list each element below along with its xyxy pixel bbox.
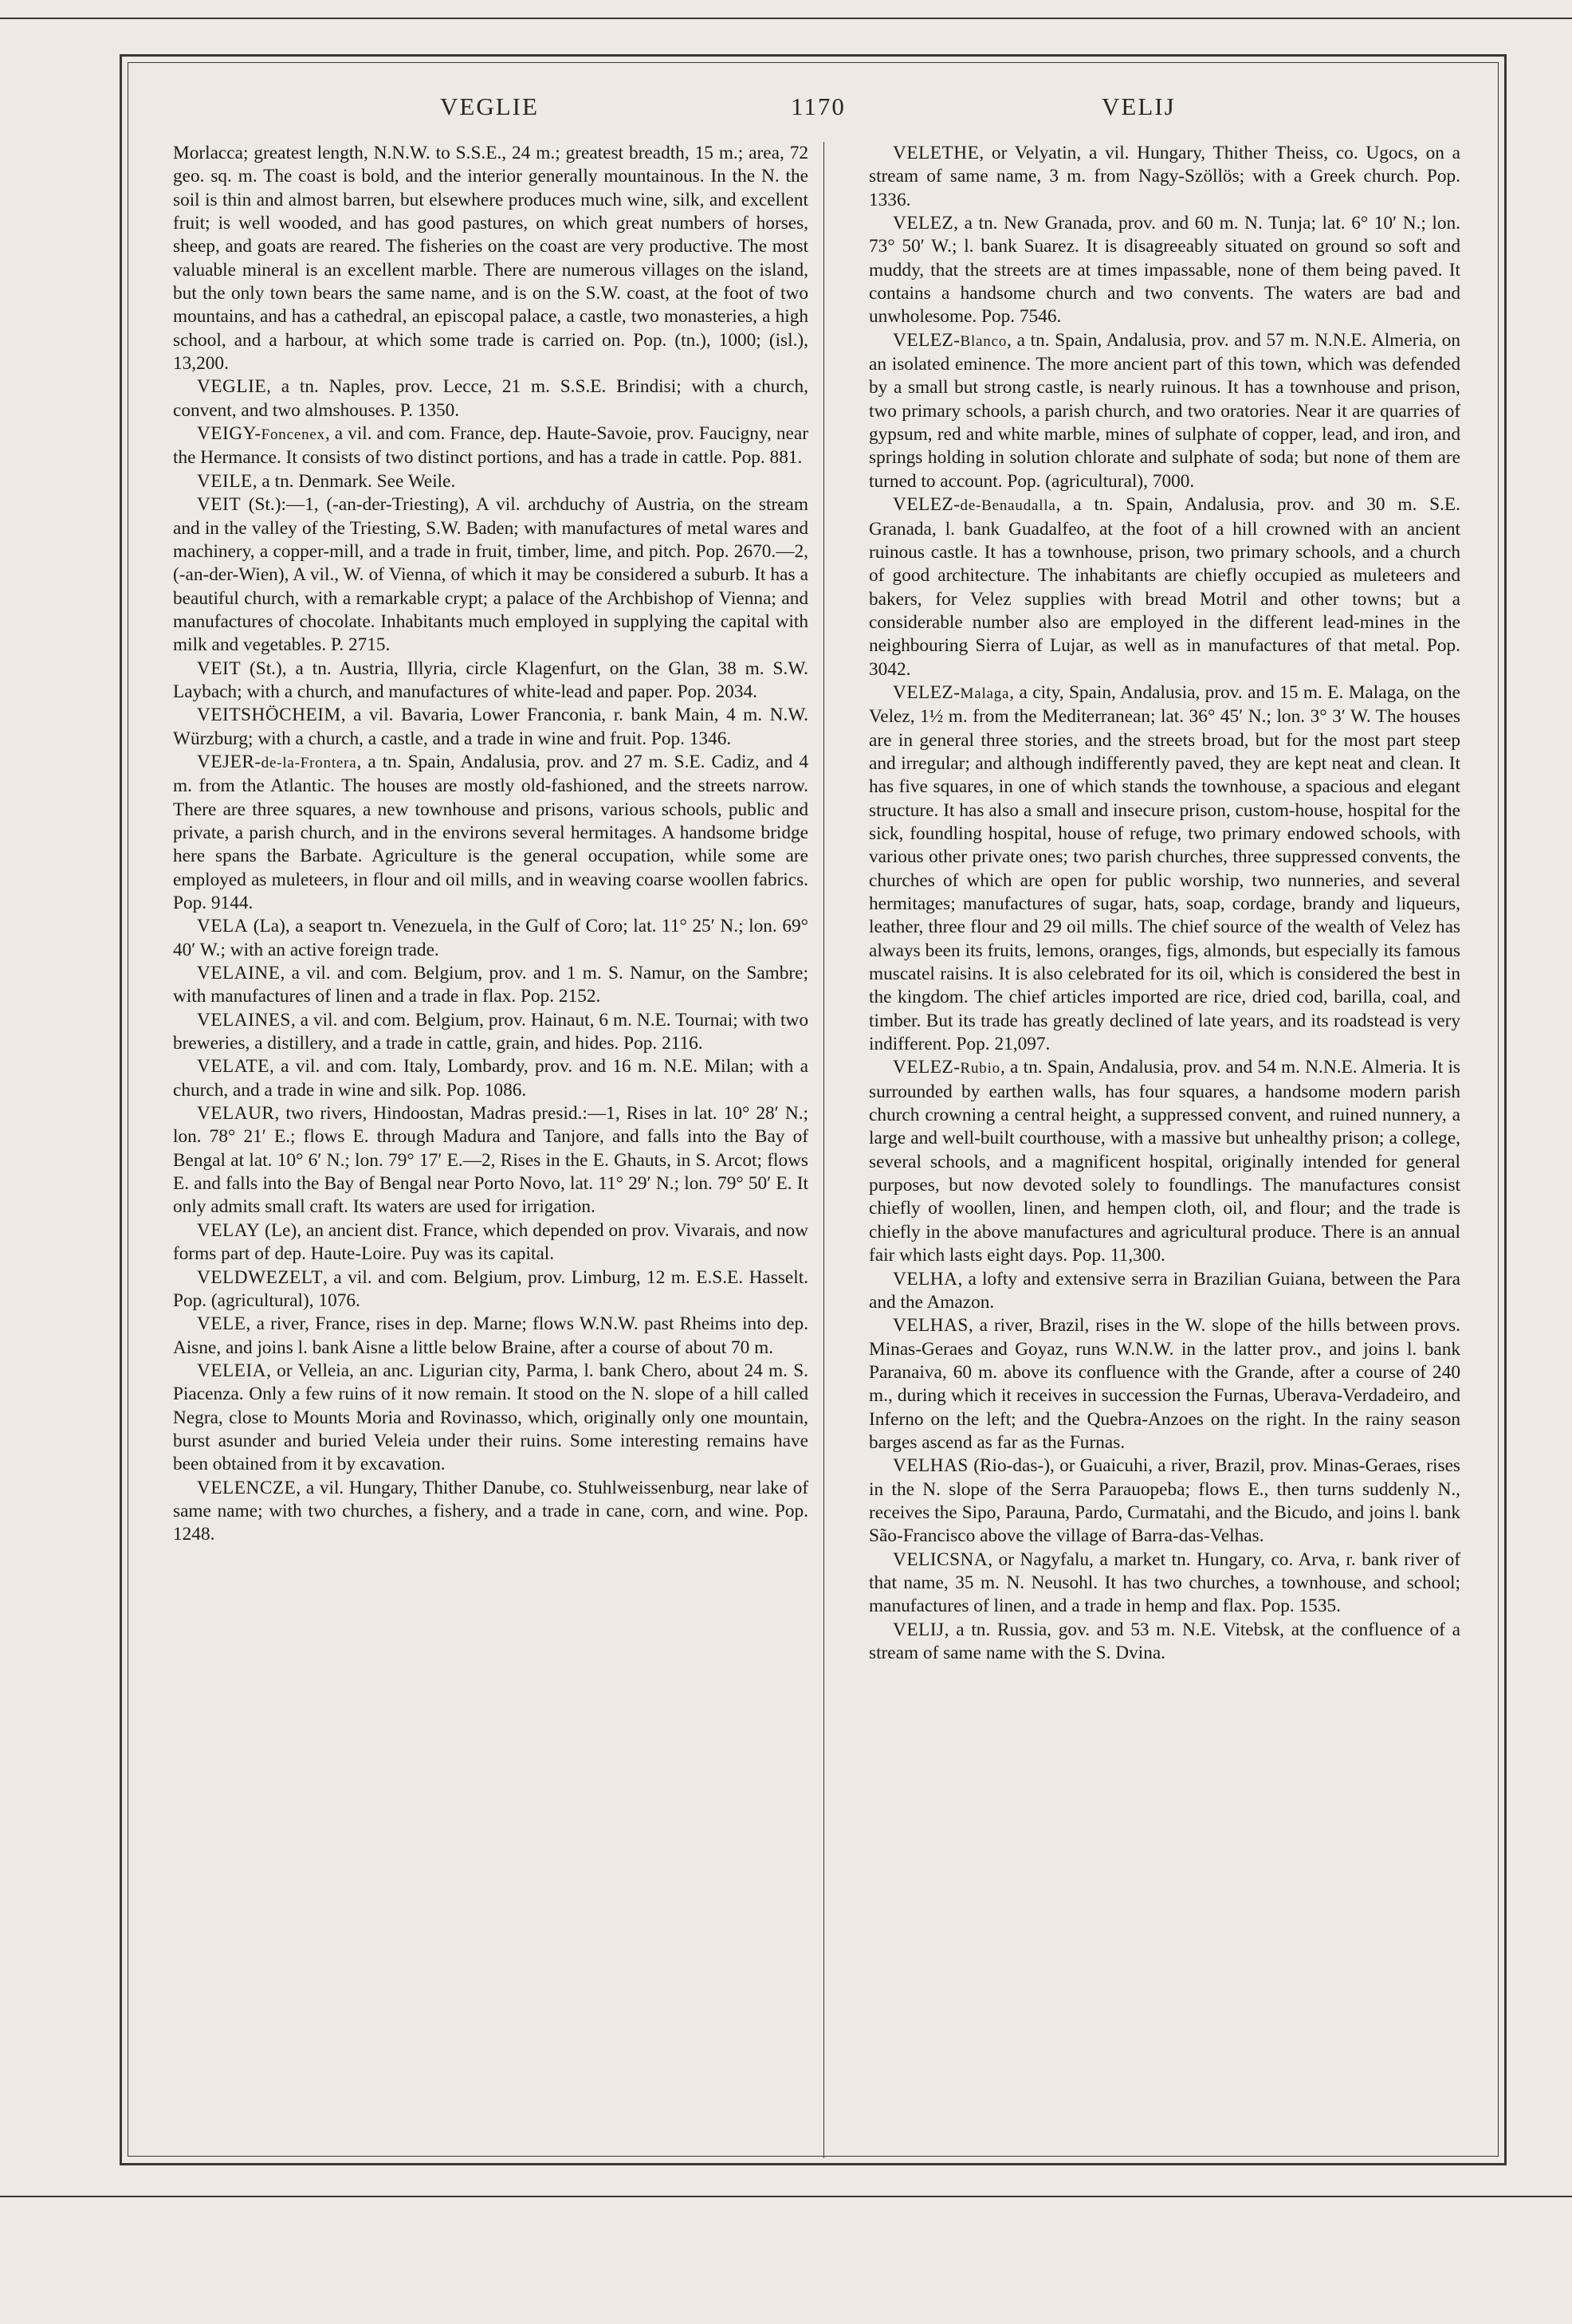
entry-text: , a city, Spain, Andalusia, prov. and 15 m. E. Malaga, on the Velez, 1½ m. from the Mediterranean; lat. 36° 45′ N.; lon. 3° 3′ W. The houses are in general three stories, and the streets broad, but for the most part steep and irregular; and although indifferently paved, they are kept neat and clean. It has five squares, in one of which stands the townhouse, a spacious and elegant structure. It has also a small and insecure prison, custom-house, hospital for the sick, foundling hospital, house of refuge, two primary endowed schools, with various other private ones; two parish churches, three suppressed convents, the churches of which are open for public worship, two nunneries, and several hermitages; manufactures of sugar, hats, soap, cordage, brandy and liqueurs, leather, three flour and 29 oil mills. The chief source of the wealth of Velez has always been its fruits, lemons, oranges, figs, almonds, but especially its famous muscatel raisins. It is also celebrated for its oil, which is considered the best in the kingdom. The chief articles imported are rice, dried cod, barilla, coal, and timber. But its trade has greatly declined of late years, and its roadstead is very indifferent. Pop. 21,097.	[869, 681, 1460, 1055]
entry-text: , a vil. Hungary, Thither Danube, co. Stuhlweissenburg, near lake of same name; with two churches, a fishery, and a trade in cane, corn, and wine. Pop. 1248.	[173, 1477, 808, 1545]
entry-text: , a tn. Spain, Andalusia, prov. and 27 m. S.E. Cadiz, and 4 m. from the Atlantic. The houses are mostly old-fashioned, and the streets narrow. There are three squares, a new townhouse and prisons, various schools, public and private, a parish church, and in the environs several hermitages. A handsome bridge here spans the Barbate. Agriculture is the general occupation, while some are employed as muleteers, in flour and oil mills, and in weaving coarse woollen fabrics. Pop. 9144.	[173, 751, 808, 913]
entry-headword: VELETHE	[893, 143, 980, 163]
entry-text: , a tn. Spain, Andalusia, prov. and 30 m. S.E. Granada, l. bank Guadalfeo, at the foot of a hill crowned with an ancient ruinous castle. It has a townhouse, prison, two primary schools, and a church of good architecture. The inhabitants are chiefly occupied as muleteers and bakers, for Velez supplies with bread Motril and other towns; but a considerable number also are employed in the different lead-mines in the neighbouring Sierra of Lujar, as well as in manufactures of that metal. Pop. 3042.	[869, 494, 1460, 680]
entry-text: , or Velyatin, a vil. Hungary, Thither Theiss, co. Ugocs, on a stream of same name, 3 m. from Nagy-Szöllös; with a Greek church. Pop. 1336.	[869, 143, 1460, 210]
dictionary-entry	[173, 1313, 808, 1360]
dictionary-entry	[173, 375, 808, 422]
entry-headword: VELIJ	[893, 1619, 945, 1640]
dictionary-entry	[173, 962, 808, 1009]
column-divider	[823, 142, 824, 2158]
frame-bottom-inner	[128, 2156, 1499, 2157]
entry-headword: VELA	[197, 916, 249, 937]
entry-text: , a vil. and com. France, dep. Haute-Savoie, prov. Faucigny, near the Hermance. It consists of two distinct portions, and has a trade in cattle. Pop. 881.	[173, 423, 808, 469]
entry-headword: VEIT	[197, 658, 242, 679]
dictionary-entry	[869, 1268, 1460, 1315]
entry-headword: VELAUR	[197, 1103, 275, 1125]
running-head-left: VEGLIE	[440, 92, 539, 120]
dictionary-entry	[173, 470, 808, 493]
entry-text: (St.):—1, (-an-der-Triesting), A vil. archduchy of Austria, on the stream and in the valley of the Triesting, S.W. Baden; with manufactures of metal wares and machinery, a copper-mill, and a trade in fruit, timber, lime, and pitch. Pop. 2670.—2, (-an-der-Wien), A vil., W. of Vienna, of which it may be considered a suburb. It has a beautiful church, with a remarkable crypt; a palace of the Archbishop of Vienna; and manufactures of chocolate. Inhabitants much employed in supplying the capital with milk and vegetables. P. 2715.	[173, 494, 808, 656]
entry-headword-qualifier: Foncenex	[261, 426, 325, 444]
dictionary-entry	[869, 1454, 1460, 1548]
dictionary-entry	[173, 1219, 808, 1266]
dictionary-entry	[173, 493, 808, 657]
entry-text: , a vil. and com. Italy, Lombardy, prov. and 16 m. N.E. Milan; with a church, and a trade in wine and silk. Pop. 1086.	[173, 1056, 808, 1101]
entry-headword: VELEZ-	[893, 1057, 961, 1078]
dictionary-entry	[173, 1102, 808, 1219]
top-rule	[0, 18, 1572, 19]
entry-headword: VEIGY-	[197, 423, 261, 445]
bottom-rule	[0, 2196, 1572, 2197]
entry-text: (La), a seaport tn. Venezuela, in the Gulf of Coro; lat. 11° 25′ N.; lon. 69° 40′ W.; with an active foreign trade.	[173, 916, 808, 960]
frame-left-outer	[120, 54, 122, 2165]
entry-headword: VELENCZE	[197, 1477, 297, 1498]
dictionary-entry	[869, 329, 1460, 493]
dictionary-entry	[869, 1619, 1460, 1666]
entry-headword: VELAINES	[197, 1009, 291, 1030]
entry-headword-qualifier: Rubio	[960, 1060, 1000, 1078]
right-column	[869, 142, 1460, 1665]
dictionary-entry	[173, 1360, 808, 1477]
dictionary-entry	[173, 658, 808, 705]
dictionary-entry	[173, 422, 808, 470]
running-head-right: VELIJ	[1102, 92, 1176, 120]
dictionary-entry	[173, 751, 808, 915]
frame-top-inner	[128, 62, 1499, 63]
entry-text: , a river, France, rises in dep. Marne; flows W.N.W. past Rheims into dep. Aisne, and joins l. bank Aisne a little below Braine, after a course of about 70 m.	[173, 1313, 808, 1358]
entry-text: , two rivers, Hindoostan, Madras presid.:—1, Rises in lat. 10° 28′ N.; lon. 78° 21′ E.; flows E. through Madura and Tanjore, and falls into the Bay of Bengal at lat. 10° 6′ N.; lon. 79° 17′ E.—2, Rises in the E. Ghauts, in S. Arcot; flows E. and falls into the Bay of Bengal near Porto Novo, lat. 11° 29′ N.; lon. 79° 50′ E. It only admits small craft. Its waters are used for irrigation.	[173, 1103, 808, 1218]
frame-right-outer	[1504, 54, 1507, 2165]
entry-headword: VEJER-	[197, 751, 261, 772]
entry-headword: VELEZ	[893, 213, 954, 234]
dictionary-entry	[869, 1056, 1460, 1267]
page-number: 1170	[791, 92, 846, 120]
dictionary-entry	[173, 915, 808, 962]
entry-headword: VEILE	[197, 470, 253, 492]
entry-headword-qualifier: Malaga	[960, 685, 1010, 702]
entry-text: , or Nagyfalu, a market tn. Hungary, co. Arva, r. bank river of that name, 35 m. N. Neusohl. It has two churches, a townhouse, and school; manufactures of linen, and a trade in hemp and flax. Pop. 1535.	[869, 1549, 1460, 1617]
entry-text: (Rio-das-), or Guaicuhi, a river, Brazil, prov. Minas-Geraes, rises in the N. slope of the Serra Parauopeba; flows E., then turns suddenly N., receives the Sipo, Parauna, Pardo, Curmatahi, and the Bicudo, and joins l. bank São-Francisco above the village of Barra-das-Velhas.	[869, 1455, 1460, 1547]
dictionary-entry	[173, 1266, 808, 1313]
entry-headword: VELHA	[893, 1268, 958, 1290]
entry-text: , a tn. Denmark. See Weile.	[252, 470, 456, 492]
entry-text: , a tn. New Granada, prov. and 60 m. N. Tunja; lat. 6° 10′ N.; lon. 73° 50′ W.; l. bank Suarez. It is disagreeably situated on ground so soft and muddy, that the streets are at times impassable, none of them being paved. It contains a handsome church and two convents. The waters are bad and unwholesome. Pop. 7546.	[869, 213, 1460, 328]
entry-headword: VELEZ-	[893, 494, 961, 516]
dictionary-entry	[869, 142, 1460, 212]
frame-right-inner	[1498, 62, 1499, 2157]
entry-headword: VELHAS	[893, 1315, 969, 1337]
entry-headword: VELHAS	[893, 1455, 969, 1477]
entry-headword: VELICSNA	[893, 1549, 988, 1570]
dictionary-entry	[173, 1477, 808, 1547]
dictionary-entry	[869, 212, 1460, 329]
entry-text: , a vil. Bavaria, Lower Franconia, r. bank Main, 4 m. N.W. Würzburg; with a church, a castle, and a trade in wine and fruit. Pop. 1346.	[173, 705, 808, 749]
dictionary-entry	[869, 681, 1460, 1057]
entry-text: (St.), a tn. Austria, Illyria, circle Klagenfurt, on the Glan, 38 m. S.W. Laybach; with a church, and manufactures of white-lead and paper. Pop. 2034.	[173, 658, 808, 702]
entry-headword: VEITSHÖCHEIM	[197, 705, 341, 726]
dictionary-entry	[869, 1314, 1460, 1454]
dictionary-entry	[173, 704, 808, 751]
entry-text: , a vil. and com. Belgium, prov. Hainaut, 6 m. N.E. Tournai; with two breweries, a distillery, and a trade in cattle, grain, and hides. Pop. 2116.	[173, 1009, 808, 1054]
entry-text: , or Velleia, an anc. Ligurian city, Parma, l. bank Chero, about 24 m. S. Piacenza. Only a few ruins of it now remain. It stood on the N. slope of a hill called Negra, close to Mounts Moria and Rovinasso, which, originally only one mountain, burst asunder and buried Veleia under their ruins. Some interesting remains have been obtained from it by excavation.	[173, 1360, 808, 1475]
dictionary-entry	[173, 1055, 808, 1102]
entry-headword: VELEIA	[197, 1360, 267, 1381]
entry-headword: VELDWEZELT	[197, 1266, 324, 1288]
frame-bottom-outer	[120, 2163, 1507, 2165]
entry-headword-qualifier: de-la-Frontera	[261, 754, 357, 771]
entry-text: , a vil. and com. Belgium, prov. Limburg, 12 m. E.S.E. Hasselt. Pop. (agricultural), 1076.	[173, 1266, 808, 1311]
entry-text: , a tn. Russia, gov. and 53 m. N.E. Vitebsk, at the confluence of a stream of same name with the S. Dvina.	[869, 1619, 1460, 1663]
entry-headword: VEGLIE	[197, 376, 267, 398]
dictionary-entry	[173, 1009, 808, 1056]
entry-text: (Le), an ancient dist. France, which depended on prov. Vivarais, and now forms part of dep. Haute-Loire. Puy was its capital.	[173, 1219, 808, 1265]
entry-text: , a tn. Spain, Andalusia, prov. and 54 m. N.N.E. Almeria. It is surrounded by earthen walls, has four squares, a handsome modern parish church crowning a central height, a suppressed convent, and ruined nunnery, a large and well-built courthouse, with a massive but unhealthy prison; a college, several schools, and a magnificent hospital, originally intended for general purposes, but now devoted solely to foundlings. The manufactures consist chiefly of woollen, linen, and hempen cloth, oil, and flour; and the trade is chiefly in the above manufactures and agricultural produce. There is an annual fair which lasts eight days. Pop. 11,300.	[869, 1057, 1460, 1266]
entry-headword-qualifier: Blanco	[960, 332, 1008, 350]
frame-top-outer	[120, 54, 1507, 57]
entry-headword-qualifier: de-Benaudalla	[960, 497, 1056, 515]
continuation-text: Morlacca; greatest length, N.N.W. to S.S.E., 24 m.; greatest breadth, 15 m.; area, 72 geo. sq. m. The coast is bold, and the interior generally mountainous. In the N. the soil is thin and almost barren, but elsewhere produces much wine, silk, and excellent fruit; is well wooded, and has good pastures, on which great numbers of horses, sheep, and goats are reared. The fisheries on the coast are very productive. The most valuable mineral is an excellent marble. There are numerous villages on the island, but the only town bears the same name, and is on the S.W. coast, at the foot of two mountains, and has a cathedral, an episcopal palace, a castle, two monasteries, a high school, and a harbour, at which some trade is carried on. Pop. (tn.), 1000; (isl.), 13,200.	[173, 143, 808, 375]
entry-text: , a tn. Spain, Andalusia, prov. and 57 m. N.N.E. Almeria, on an isolated eminence. The more ancient part of this town, which was defended by a small but strong castle, is nearly ruinous. It has a townhouse and prison, two primary schools, a parish church, and two oratories. Near it are quarries of gypsum, red and white marble, mines of sulphate of copper, lead, and iron, and springs holding in solution chlorate and sulphate of soda; but none of them are turned to account. Pop. (agricultural), 7000.	[869, 329, 1460, 492]
entry-text: , a tn. Naples, prov. Lecce, 21 m. S.S.E. Brindisi; with a church, convent, and two almshouses. P. 1350.	[173, 376, 808, 421]
entry-headword: VELAY	[197, 1219, 261, 1241]
entry-text: , a vil. and com. Belgium, prov. and 1 m. S. Namur, on the Sambre; with manufactures of linen and a trade in flax. Pop. 2152.	[173, 963, 808, 1007]
dictionary-entry	[869, 493, 1460, 681]
entry-headword: VELEZ-	[893, 329, 961, 351]
entry-text: , a river, Brazil, rises in the W. slope of the hills between provs. Minas-Geraes and Goyaz, runs W.N.W. in the latter prov., and joins l. bank Paranaiva, 60 m. above its confluence with the Grande, after a course of 240 m., during which it receives in succession the Furnas, Uberava-Verdadeiro, and Inferno on the left; and the Quebra-Anzoes on the right. In the rainy season barges ascend as far as the Furnas.	[869, 1315, 1460, 1453]
entry-headword: VELATE	[197, 1056, 269, 1078]
left-column	[173, 142, 808, 1547]
entry-headword: VEIT	[197, 494, 242, 516]
entry-headword: VELAINE	[197, 963, 281, 984]
entry-headword: VELEZ-	[893, 681, 961, 703]
entry-text: , a lofty and extensive serra in Brazilian Guiana, between the Para and the Amazon.	[869, 1268, 1460, 1313]
entry-headword: VELE	[197, 1313, 246, 1335]
dictionary-entry	[869, 1549, 1460, 1619]
